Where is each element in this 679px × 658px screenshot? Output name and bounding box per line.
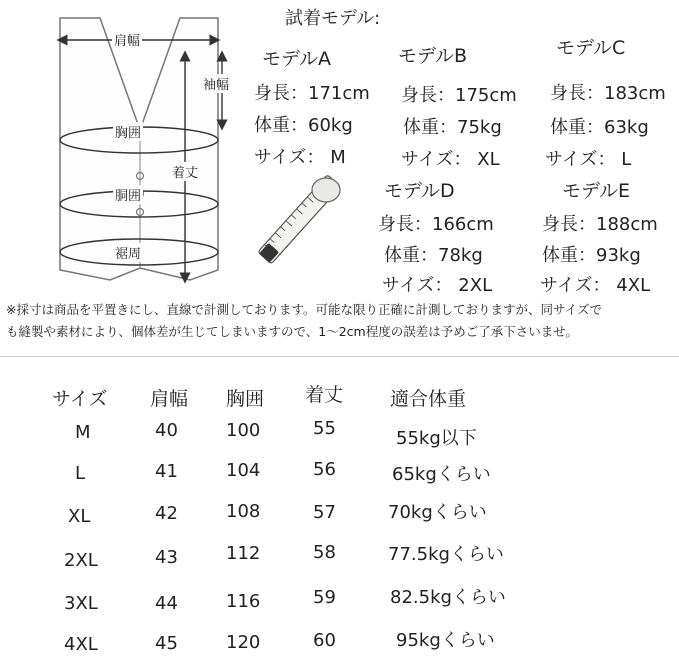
cell-size: L xyxy=(75,463,86,484)
cell-shoulder: 40 xyxy=(155,420,178,441)
cell-fit-weight: 65kgくらい xyxy=(392,464,491,485)
cell-size: M xyxy=(75,422,91,443)
cell-shoulder: 41 xyxy=(155,461,178,482)
cell-length: 55 xyxy=(313,418,336,439)
cell-shoulder: 43 xyxy=(155,547,178,568)
measurement-note xyxy=(6,299,602,343)
sleeve-label: 袖幅 xyxy=(203,74,229,93)
model-b-weight: 体重：75kg xyxy=(403,117,502,138)
cell-chest: 100 xyxy=(226,420,261,441)
cell-length: 57 xyxy=(313,502,336,523)
header-chest: 胸囲 xyxy=(226,388,265,410)
model-e-title: モデルE xyxy=(562,180,631,202)
cell-chest: 116 xyxy=(226,591,261,612)
tape-measure-icon xyxy=(246,172,354,267)
section-divider xyxy=(0,356,679,357)
cell-shoulder: 45 xyxy=(155,633,178,654)
model-c-title: モデルC xyxy=(556,37,626,59)
cell-fit-weight: 55kg以下 xyxy=(396,428,477,449)
model-d-size: サイズ： 2XL xyxy=(382,275,493,296)
model-a-height: 身長：171cm xyxy=(254,83,370,104)
cell-chest: 120 xyxy=(226,632,261,653)
cell-chest: 108 xyxy=(226,501,261,522)
model-e-height: 身長：188cm xyxy=(542,214,658,235)
cell-length: 58 xyxy=(313,542,336,563)
cell-shoulder: 44 xyxy=(155,593,178,614)
header-size: サイズ xyxy=(52,388,108,410)
model-b-size: サイズ： XL xyxy=(401,149,500,170)
note-line-2: も縫製や素材により、個体差が生じてしまいますので、1～2cm程度の誤差は予めご了承下さいませ。 xyxy=(6,324,578,339)
cell-chest: 112 xyxy=(226,543,261,564)
hem-label: 裾周 xyxy=(113,243,143,262)
model-b-height: 身長：175cm xyxy=(401,85,517,106)
model-d-title: モデルD xyxy=(384,180,455,202)
cell-size: 3XL xyxy=(64,593,98,614)
header-length: 着丈 xyxy=(305,384,344,406)
model-a-weight: 体重：60kg xyxy=(254,115,353,136)
cell-size: XL xyxy=(68,506,91,527)
model-c-height: 身長：183cm xyxy=(550,83,666,104)
cell-chest: 104 xyxy=(226,460,261,481)
model-d-weight: 体重：78kg xyxy=(384,245,483,266)
model-c-weight: 体重：63kg xyxy=(550,117,649,138)
model-d-height: 身長：166cm xyxy=(378,214,494,235)
cell-shoulder: 42 xyxy=(155,503,178,524)
cell-size: 2XL xyxy=(64,550,98,571)
header-shoulder: 肩幅 xyxy=(150,388,189,410)
header-fit-weight: 適合体重 xyxy=(390,388,467,410)
cell-fit-weight: 70kgくらい xyxy=(388,502,487,523)
cell-length: 56 xyxy=(313,459,336,480)
waist-label: 胴囲 xyxy=(113,185,143,204)
model-e-size: サイズ： 4XL xyxy=(540,275,651,296)
shoulder-label: 肩幅 xyxy=(112,30,142,49)
model-c-size: サイズ： L xyxy=(545,149,632,170)
cell-fit-weight: 95kgくらい xyxy=(396,630,495,651)
cell-fit-weight: 82.5kgくらい xyxy=(390,587,506,608)
model-b-title: モデルB xyxy=(398,45,468,67)
cell-length: 59 xyxy=(313,587,336,608)
cell-fit-weight: 77.5kgくらい xyxy=(388,544,504,565)
model-a-size: サイズ： M xyxy=(254,147,346,168)
cell-length: 60 xyxy=(313,630,336,651)
model-e-weight: 体重：93kg xyxy=(542,245,641,266)
chest-label: 胸囲 xyxy=(113,122,143,141)
model-a-title: モデルA xyxy=(262,48,332,70)
length-label: 着丈 xyxy=(170,162,200,181)
cell-size: 4XL xyxy=(64,634,98,655)
note-line-1: ※採寸は商品を平置きにし、直線で計測しております。可能な限り正確に計測しておりますが、同サイズで xyxy=(6,302,602,317)
models-heading: 試着モデル: xyxy=(285,8,381,29)
